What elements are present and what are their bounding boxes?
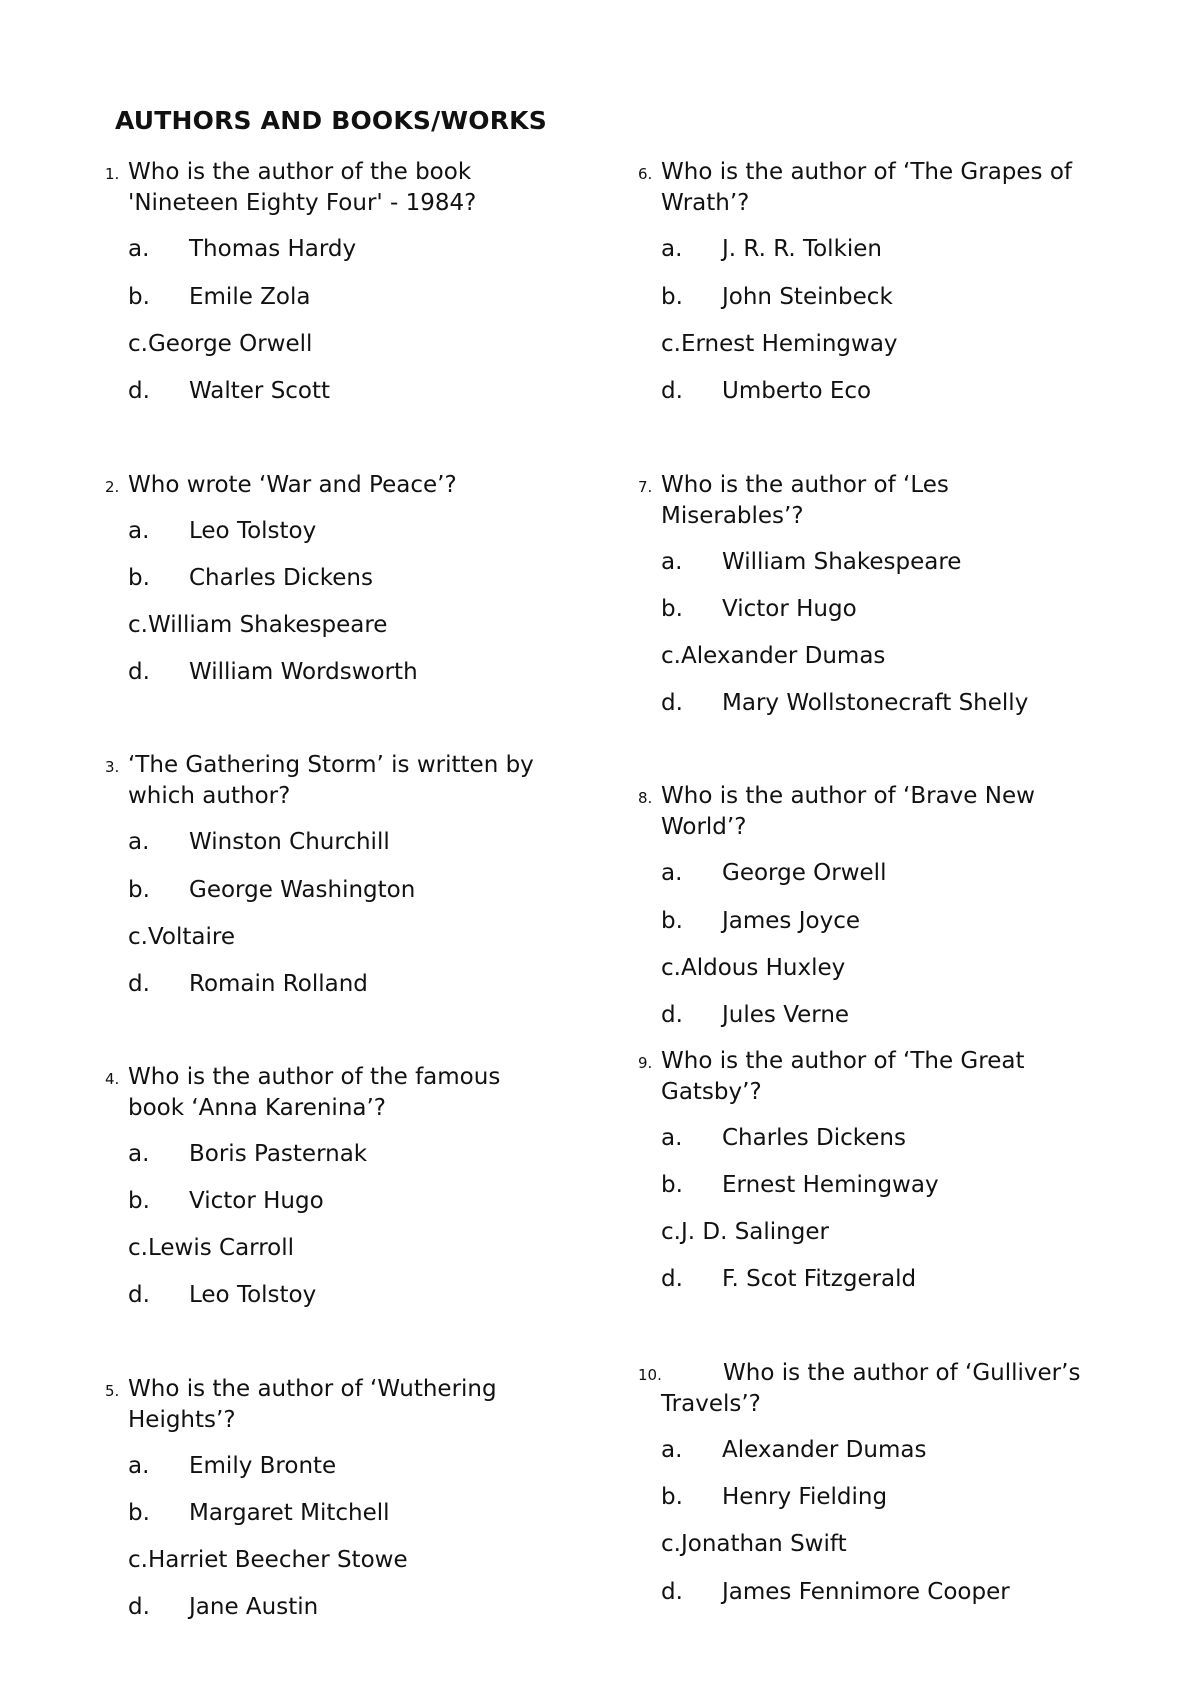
option-c — [661, 1217, 829, 1248]
option-a — [128, 827, 390, 858]
option-d — [661, 688, 1028, 719]
option-a — [661, 547, 961, 578]
option-text: William Wordsworth — [189, 659, 418, 685]
option-letter: b. — [661, 1172, 683, 1198]
option-text: Victor Hugo — [189, 1188, 324, 1214]
option-letter: c. — [128, 1547, 148, 1573]
option-letter: a. — [661, 1437, 683, 1463]
question-number: 8. — [638, 789, 653, 807]
option-letter: d. — [661, 1579, 683, 1605]
option-b — [661, 594, 857, 625]
option-text: Lewis Carroll — [147, 1235, 295, 1261]
question-number: 4. — [105, 1070, 120, 1088]
question-9 — [638, 1046, 1131, 1108]
option-letter: d. — [128, 971, 150, 997]
option-letter: a. — [661, 236, 683, 262]
question-text: Who is the author of ‘Gulliver’s Travels’? — [661, 1360, 1081, 1417]
option-letter: c. — [661, 1531, 681, 1557]
option-letter: b. — [661, 908, 683, 934]
option-text: Walter Scott — [189, 378, 331, 404]
option-d — [128, 1592, 318, 1623]
option-text: Jane Austin — [189, 1594, 319, 1620]
option-letter: d. — [661, 378, 683, 404]
question-7 — [638, 470, 1131, 532]
option-b — [661, 282, 893, 313]
option-letter: d. — [128, 659, 150, 685]
option-a — [661, 234, 882, 265]
option-text: Jules Verne — [722, 1002, 850, 1028]
option-letter: a. — [661, 860, 683, 886]
option-letter: d. — [661, 1002, 683, 1028]
option-text: Winston Churchill — [189, 829, 390, 855]
option-letter: b. — [128, 1500, 150, 1526]
option-text: Margaret Mitchell — [189, 1500, 390, 1526]
option-b — [128, 1498, 390, 1529]
option-c — [128, 610, 387, 641]
question-number: 3. — [105, 758, 120, 776]
question-number: 2. — [105, 478, 120, 496]
option-c — [661, 1529, 847, 1560]
option-a — [128, 516, 316, 547]
option-c — [128, 922, 235, 953]
question-text: Who is the author of ‘Brave New World’? — [661, 783, 1035, 840]
question-number: 7. — [638, 478, 653, 496]
question-number: 10. — [638, 1366, 662, 1384]
question-8 — [638, 781, 1131, 843]
option-letter: d. — [128, 1594, 150, 1620]
option-text: George Orwell — [147, 331, 313, 357]
option-letter: a. — [661, 1125, 683, 1151]
option-text: Jonathan Swift — [680, 1531, 847, 1557]
option-letter: b. — [661, 1484, 683, 1510]
option-letter: b. — [128, 877, 150, 903]
option-a — [661, 858, 886, 889]
option-letter: c. — [128, 924, 148, 950]
question-4 — [105, 1062, 598, 1124]
option-text: Mary Wollstonecraft Shelly — [722, 690, 1029, 716]
option-text: Harriet Beecher Stowe — [147, 1547, 408, 1573]
option-c — [128, 1545, 408, 1576]
option-letter: a. — [128, 829, 150, 855]
option-text: George Orwell — [722, 860, 887, 886]
option-d — [128, 969, 368, 1000]
option-letter: b. — [661, 284, 683, 310]
option-b — [661, 1482, 887, 1513]
page-title: AUTHORS AND BOOKS/WORKS — [115, 106, 547, 135]
question-text: Who is the author of ‘The Great Gatsby’? — [661, 1048, 1025, 1105]
option-a — [128, 1139, 367, 1170]
option-b — [128, 563, 373, 594]
option-letter: c. — [128, 1235, 148, 1261]
option-text: J. R. R. Tolkien — [722, 236, 883, 262]
option-letter: c. — [661, 331, 681, 357]
question-number: 5. — [105, 1382, 120, 1400]
option-text: William Shakespeare — [147, 612, 388, 638]
option-d — [128, 1280, 316, 1311]
option-text: George Washington — [189, 877, 416, 903]
option-text: Umberto Eco — [722, 378, 872, 404]
option-text: Charles Dickens — [189, 565, 373, 591]
option-text: Emile Zola — [189, 284, 311, 310]
option-letter: a. — [128, 1141, 150, 1167]
option-letter: b. — [128, 565, 150, 591]
question-2 — [105, 470, 598, 501]
option-letter: a. — [128, 1453, 150, 1479]
option-text: Leo Tolstoy — [189, 518, 317, 544]
option-letter: a. — [661, 549, 683, 575]
option-letter: c. — [661, 1219, 681, 1245]
question-number: 1. — [105, 165, 120, 183]
option-text: Victor Hugo — [722, 596, 857, 622]
option-d — [661, 1264, 916, 1295]
question-6 — [638, 157, 1131, 219]
option-d — [661, 1000, 849, 1031]
option-d — [661, 1577, 1010, 1608]
option-letter: b. — [128, 1188, 150, 1214]
question-text: Who is the author of ‘Les Miserables’? — [661, 472, 949, 529]
question-text: Who is the author of ‘The Grapes of Wrath’? — [661, 159, 1073, 216]
option-text: Voltaire — [147, 924, 235, 950]
option-letter: c. — [128, 612, 148, 638]
option-text: John Steinbeck — [722, 284, 893, 310]
option-c — [128, 1233, 294, 1264]
option-text: Leo Tolstoy — [189, 1282, 317, 1308]
option-letter: c. — [128, 331, 148, 357]
question-text: Who wrote ‘War and Peace’? — [128, 472, 457, 498]
option-d — [128, 657, 418, 688]
option-text: Emily Bronte — [189, 1453, 337, 1479]
option-c — [128, 329, 312, 360]
option-c — [661, 953, 845, 984]
question-number: 6. — [638, 165, 653, 183]
option-text: Alexander Dumas — [680, 643, 886, 669]
question-1 — [105, 157, 598, 219]
option-text: James Fennimore Cooper — [722, 1579, 1010, 1605]
question-number: 9. — [638, 1054, 653, 1072]
option-c — [661, 329, 898, 360]
question-text: Who is the author of ‘Wuthering Heights’? — [128, 1376, 497, 1433]
option-text: Ernest Hemingway — [680, 331, 898, 357]
option-letter: d. — [661, 690, 683, 716]
question-text: ‘The Gathering Storm’ is written by which author? — [128, 752, 534, 809]
option-text: Aldous Huxley — [680, 955, 846, 981]
option-a — [661, 1435, 926, 1466]
option-d — [128, 376, 330, 407]
option-letter: a. — [128, 236, 150, 262]
option-a — [128, 1451, 336, 1482]
option-letter: c. — [661, 643, 681, 669]
option-text: Alexander Dumas — [722, 1437, 927, 1463]
option-text: J. D. Salinger — [680, 1219, 829, 1245]
question-text: Who is the author of the book 'Nineteen Eighty Four' - 1984? — [128, 159, 477, 216]
option-b — [128, 875, 415, 906]
option-b — [128, 1186, 324, 1217]
option-text: Henry Fielding — [722, 1484, 888, 1510]
question-3 — [105, 750, 598, 812]
option-d — [661, 376, 871, 407]
option-letter: a. — [128, 518, 150, 544]
question-10 — [638, 1358, 1131, 1420]
option-text: Romain Rolland — [189, 971, 368, 997]
option-letter: d. — [661, 1266, 683, 1292]
option-a — [128, 234, 356, 265]
option-b — [661, 906, 860, 937]
option-text: Thomas Hardy — [189, 236, 357, 262]
option-text: F. Scot Fitzgerald — [722, 1266, 917, 1292]
question-text: Who is the author of the famous book ‘Anna Karenina’? — [128, 1064, 501, 1121]
option-letter: c. — [661, 955, 681, 981]
option-b — [661, 1170, 939, 1201]
option-text: Charles Dickens — [722, 1125, 906, 1151]
option-c — [661, 641, 885, 672]
option-letter: d. — [128, 378, 150, 404]
option-letter: b. — [661, 596, 683, 622]
option-text: Boris Pasternak — [189, 1141, 368, 1167]
option-letter: b. — [128, 284, 150, 310]
question-5 — [105, 1374, 598, 1436]
option-text: William Shakespeare — [722, 549, 962, 575]
option-letter: d. — [128, 1282, 150, 1308]
option-a — [661, 1123, 906, 1154]
option-text: James Joyce — [722, 908, 860, 934]
option-b — [128, 282, 311, 313]
option-text: Ernest Hemingway — [722, 1172, 939, 1198]
